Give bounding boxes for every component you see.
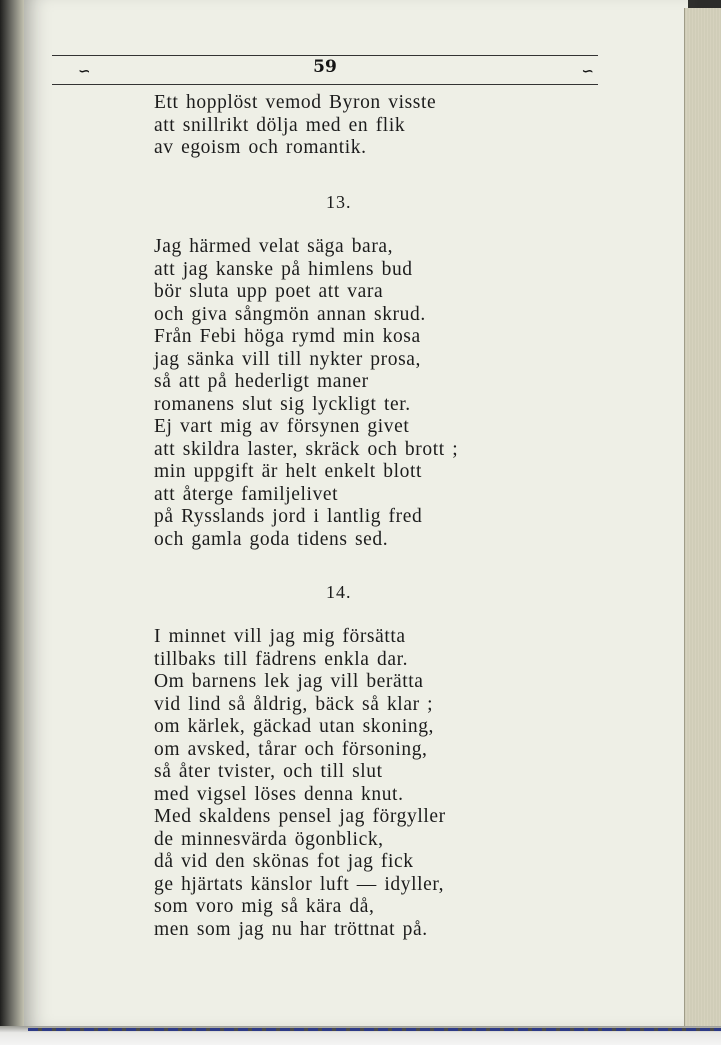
intro-stanza [154, 92, 436, 160]
poem-line: att jag kanske på himlens bud [154, 258, 413, 280]
page-header [52, 52, 598, 88]
ornament-right-icon: ∽ [581, 62, 594, 80]
poem-line: som voro mig så kära då, [154, 896, 375, 917]
poem-line: så att på hederligt maner [154, 371, 369, 392]
poem-line: I minnet vill jag mig försätta [154, 626, 406, 647]
poem-line: att återge familjelivet [154, 483, 339, 505]
poem-line: romanens slut sig lyckligt ter. [154, 393, 411, 415]
page-number: 59 [313, 57, 337, 77]
poem-line: om kärlek, gäckad utan skoning, [154, 716, 435, 737]
poem-line: på Rysslands jord i lantlig fred [154, 506, 423, 527]
scan-bottom-strip [0, 1026, 721, 1045]
stanza-14 [154, 626, 446, 941]
poem-line: Från Febi höga rymd min kosa [154, 326, 421, 347]
poem-line: min uppgift är helt enkelt blott [154, 461, 423, 482]
poem-line: Med skaldens pensel jag förgyller [154, 806, 446, 827]
poem-line: jag sänka vill till nykter prosa, [154, 348, 421, 370]
poem-line: Jag härmed velat säga bara, [154, 236, 394, 257]
poem-line: så åter tvister, och till slut [154, 761, 383, 782]
poem-line: Om barnens lek jag vill berätta [154, 671, 424, 692]
poem-line: och giva sångmön annan skrud. [154, 303, 426, 325]
poem-line: bör sluta upp poet att vara [154, 281, 384, 302]
section-number-14: 14. [326, 582, 352, 602]
poem-line: de minnesvärda ögonblick, [154, 828, 384, 850]
poem-line: att snillrikt dölja med en flik [154, 114, 406, 136]
left-page-edge [0, 0, 24, 1045]
poem-line: då vid den skönas fot jag fick [154, 851, 414, 872]
poem-line: ge hjärtats känslor luft — idyller, [154, 873, 445, 895]
header-rule-top [52, 55, 598, 56]
poem-line: om avsked, tårar och försoning, [154, 738, 428, 760]
poem-line: Ej vart mig av försynen givet [154, 416, 410, 437]
poem-line: Ett hopplöst vemod Byron visste [154, 92, 437, 113]
poem-line: men som jag nu har tröttnat på. [154, 918, 428, 940]
poem-line: vid lind så åldrig, bäck så klar ; [154, 693, 434, 715]
page-edges [684, 8, 721, 1028]
poem-line: av egoism och romantik. [154, 137, 367, 158]
header-rule-bottom [52, 84, 598, 85]
poem-line: tillbaks till fädrens enkla dar. [154, 648, 409, 670]
ornament-left-icon: ∽ [78, 62, 91, 80]
section-number-13: 13. [326, 192, 352, 212]
poem-line: och gamla goda tidens sed. [154, 528, 389, 550]
poem-line: med vigsel löses denna knut. [154, 783, 404, 805]
scan-border-line [28, 1028, 721, 1031]
poem-line: att skildra laster, skräck och brott ; [154, 438, 459, 460]
stanza-13 [154, 236, 458, 551]
